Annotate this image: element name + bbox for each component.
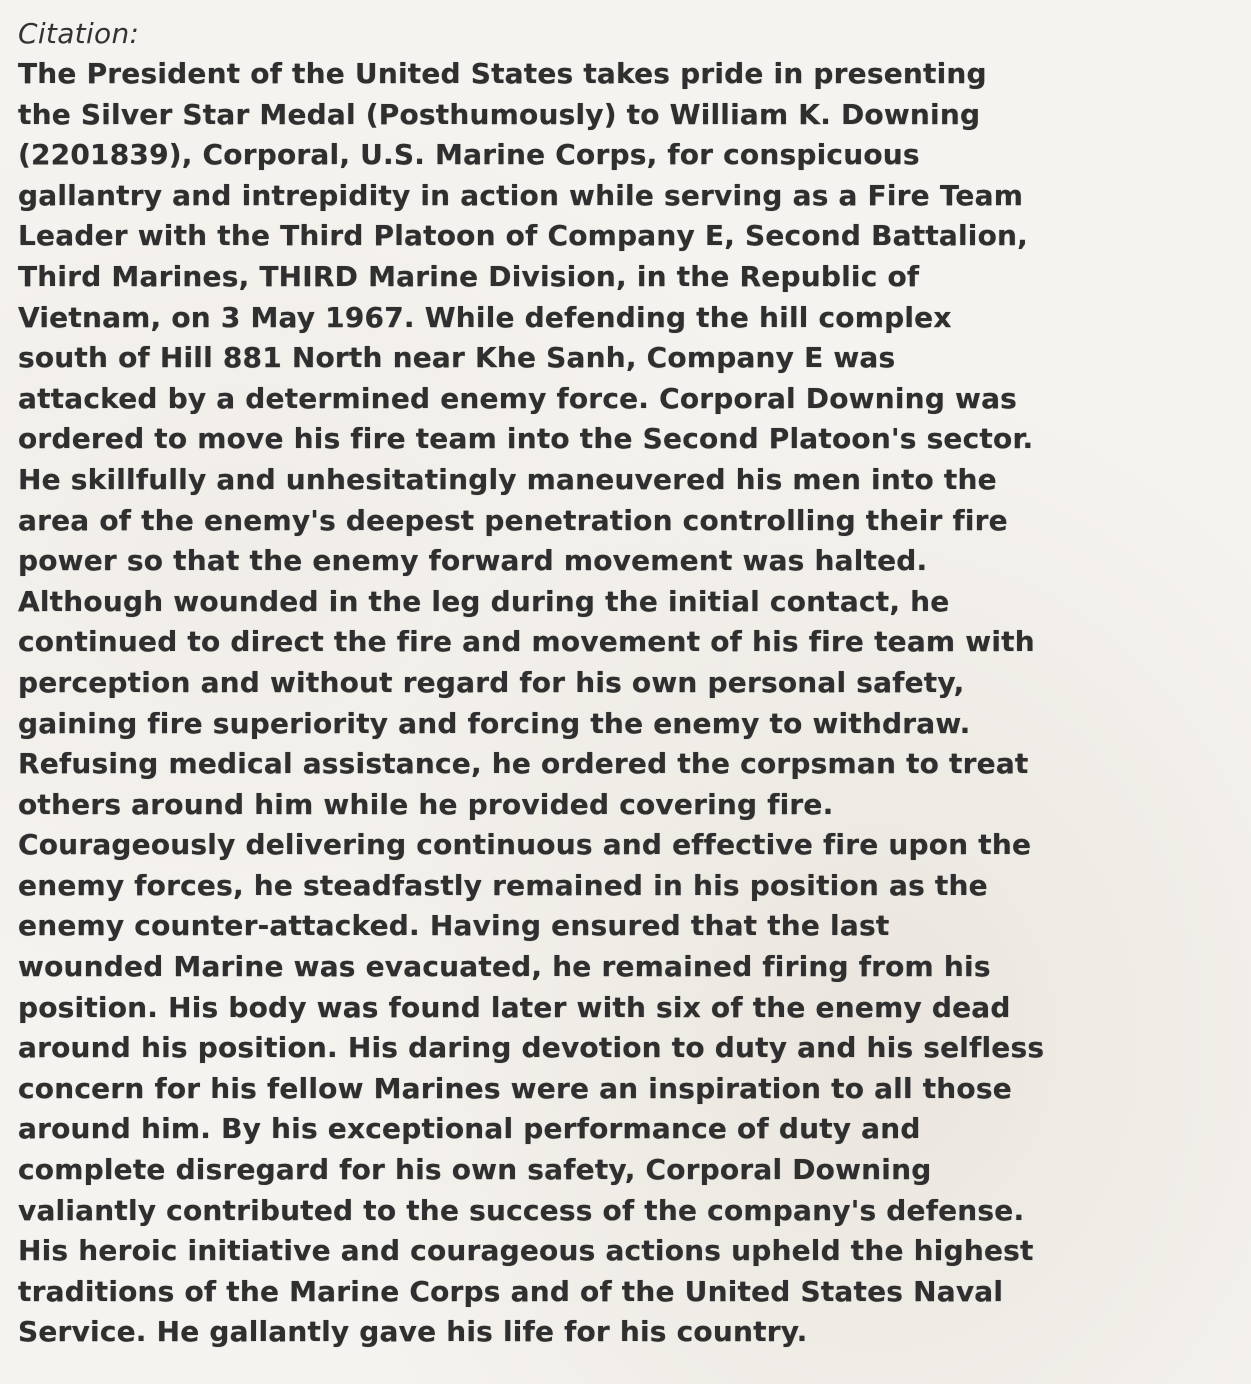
- citation-line: attacked by a determined enemy force. Corporal Downing was: [18, 381, 1018, 415]
- citation-line: Refusing medical assistance, he ordered the corpsman to treat: [18, 747, 1029, 781]
- citation-line: concern for his fellow Marines were an inspiration to all those: [18, 1071, 1012, 1105]
- citation-line: enemy counter-attacked. Having ensured that the last: [18, 909, 890, 943]
- citation-line: south of Hill 881 North near Khe Sanh, Company E was: [18, 341, 896, 375]
- citation-line: wounded Marine was evacuated, he remained firing from his: [18, 950, 991, 984]
- citation-heading: Citation:: [18, 17, 140, 50]
- citation-line: gallantry and intrepidity in action while serving as a Fire Team: [18, 178, 1024, 212]
- citation-line: around his position. His daring devotion to duty and his selfless: [18, 1031, 1045, 1065]
- citation-line: Leader with the Third Platoon of Company E, Second Battalion,: [18, 219, 1029, 253]
- citation-line: valiantly contributed to the success of the company's defense.: [18, 1193, 1025, 1227]
- citation-line: complete disregard for his own safety, Corporal Downing: [18, 1153, 932, 1187]
- citation-line: power so that the enemy forward movement was halted.: [18, 544, 928, 578]
- citation-line: The President of the United States takes pride in presenting: [18, 57, 987, 90]
- citation-line: Third Marines, THIRD Marine Division, in the Republic of: [18, 259, 920, 293]
- citation-line: area of the enemy's deepest penetration controlling their fire: [18, 503, 1008, 537]
- citation-line: (2201839), Corporal, U.S. Marine Corps, for conspicuous: [18, 138, 920, 172]
- citation-line: enemy forces, he steadfastly remained in his position as the: [18, 868, 988, 902]
- citation-line: the Silver Star Medal (Posthumously) to William K. Downing: [18, 97, 981, 131]
- citation-line: around him. By his exceptional performance of duty and: [18, 1112, 921, 1146]
- citation-line: ordered to move his fire team into the Second Platoon's sector.: [18, 422, 1034, 456]
- citation-line: Service. He gallantly gave his life for his country.: [18, 1315, 808, 1349]
- citation-line: Although wounded in the leg during the initial contact, he: [18, 584, 950, 618]
- citation-line: gaining fire superiority and forcing the enemy to withdraw.: [18, 706, 971, 740]
- citation-line: position. His body was found later with six of the enemy dead: [18, 990, 1011, 1024]
- citation-line: perception and without regard for his own personal safety,: [18, 665, 965, 699]
- citation-body: [18, 54, 1240, 1353]
- citation-line: His heroic initiative and courageous actions upheld the highest: [18, 1234, 1034, 1268]
- citation-line: Courageously delivering continuous and effective fire upon the: [18, 828, 1032, 862]
- citation-line: continued to direct the fire and movement of his fire team with: [18, 625, 1035, 659]
- citation-line: traditions of the Marine Corps and of the United States Naval: [18, 1274, 1004, 1308]
- citation-document: [18, 14, 1240, 1353]
- citation-line: He skillfully and unhesitatingly maneuvered his men into the: [18, 462, 997, 496]
- citation-line: others around him while he provided covering fire.: [18, 787, 834, 821]
- citation-line: Vietnam, on 3 May 1967. While defending the hill complex: [18, 300, 952, 334]
